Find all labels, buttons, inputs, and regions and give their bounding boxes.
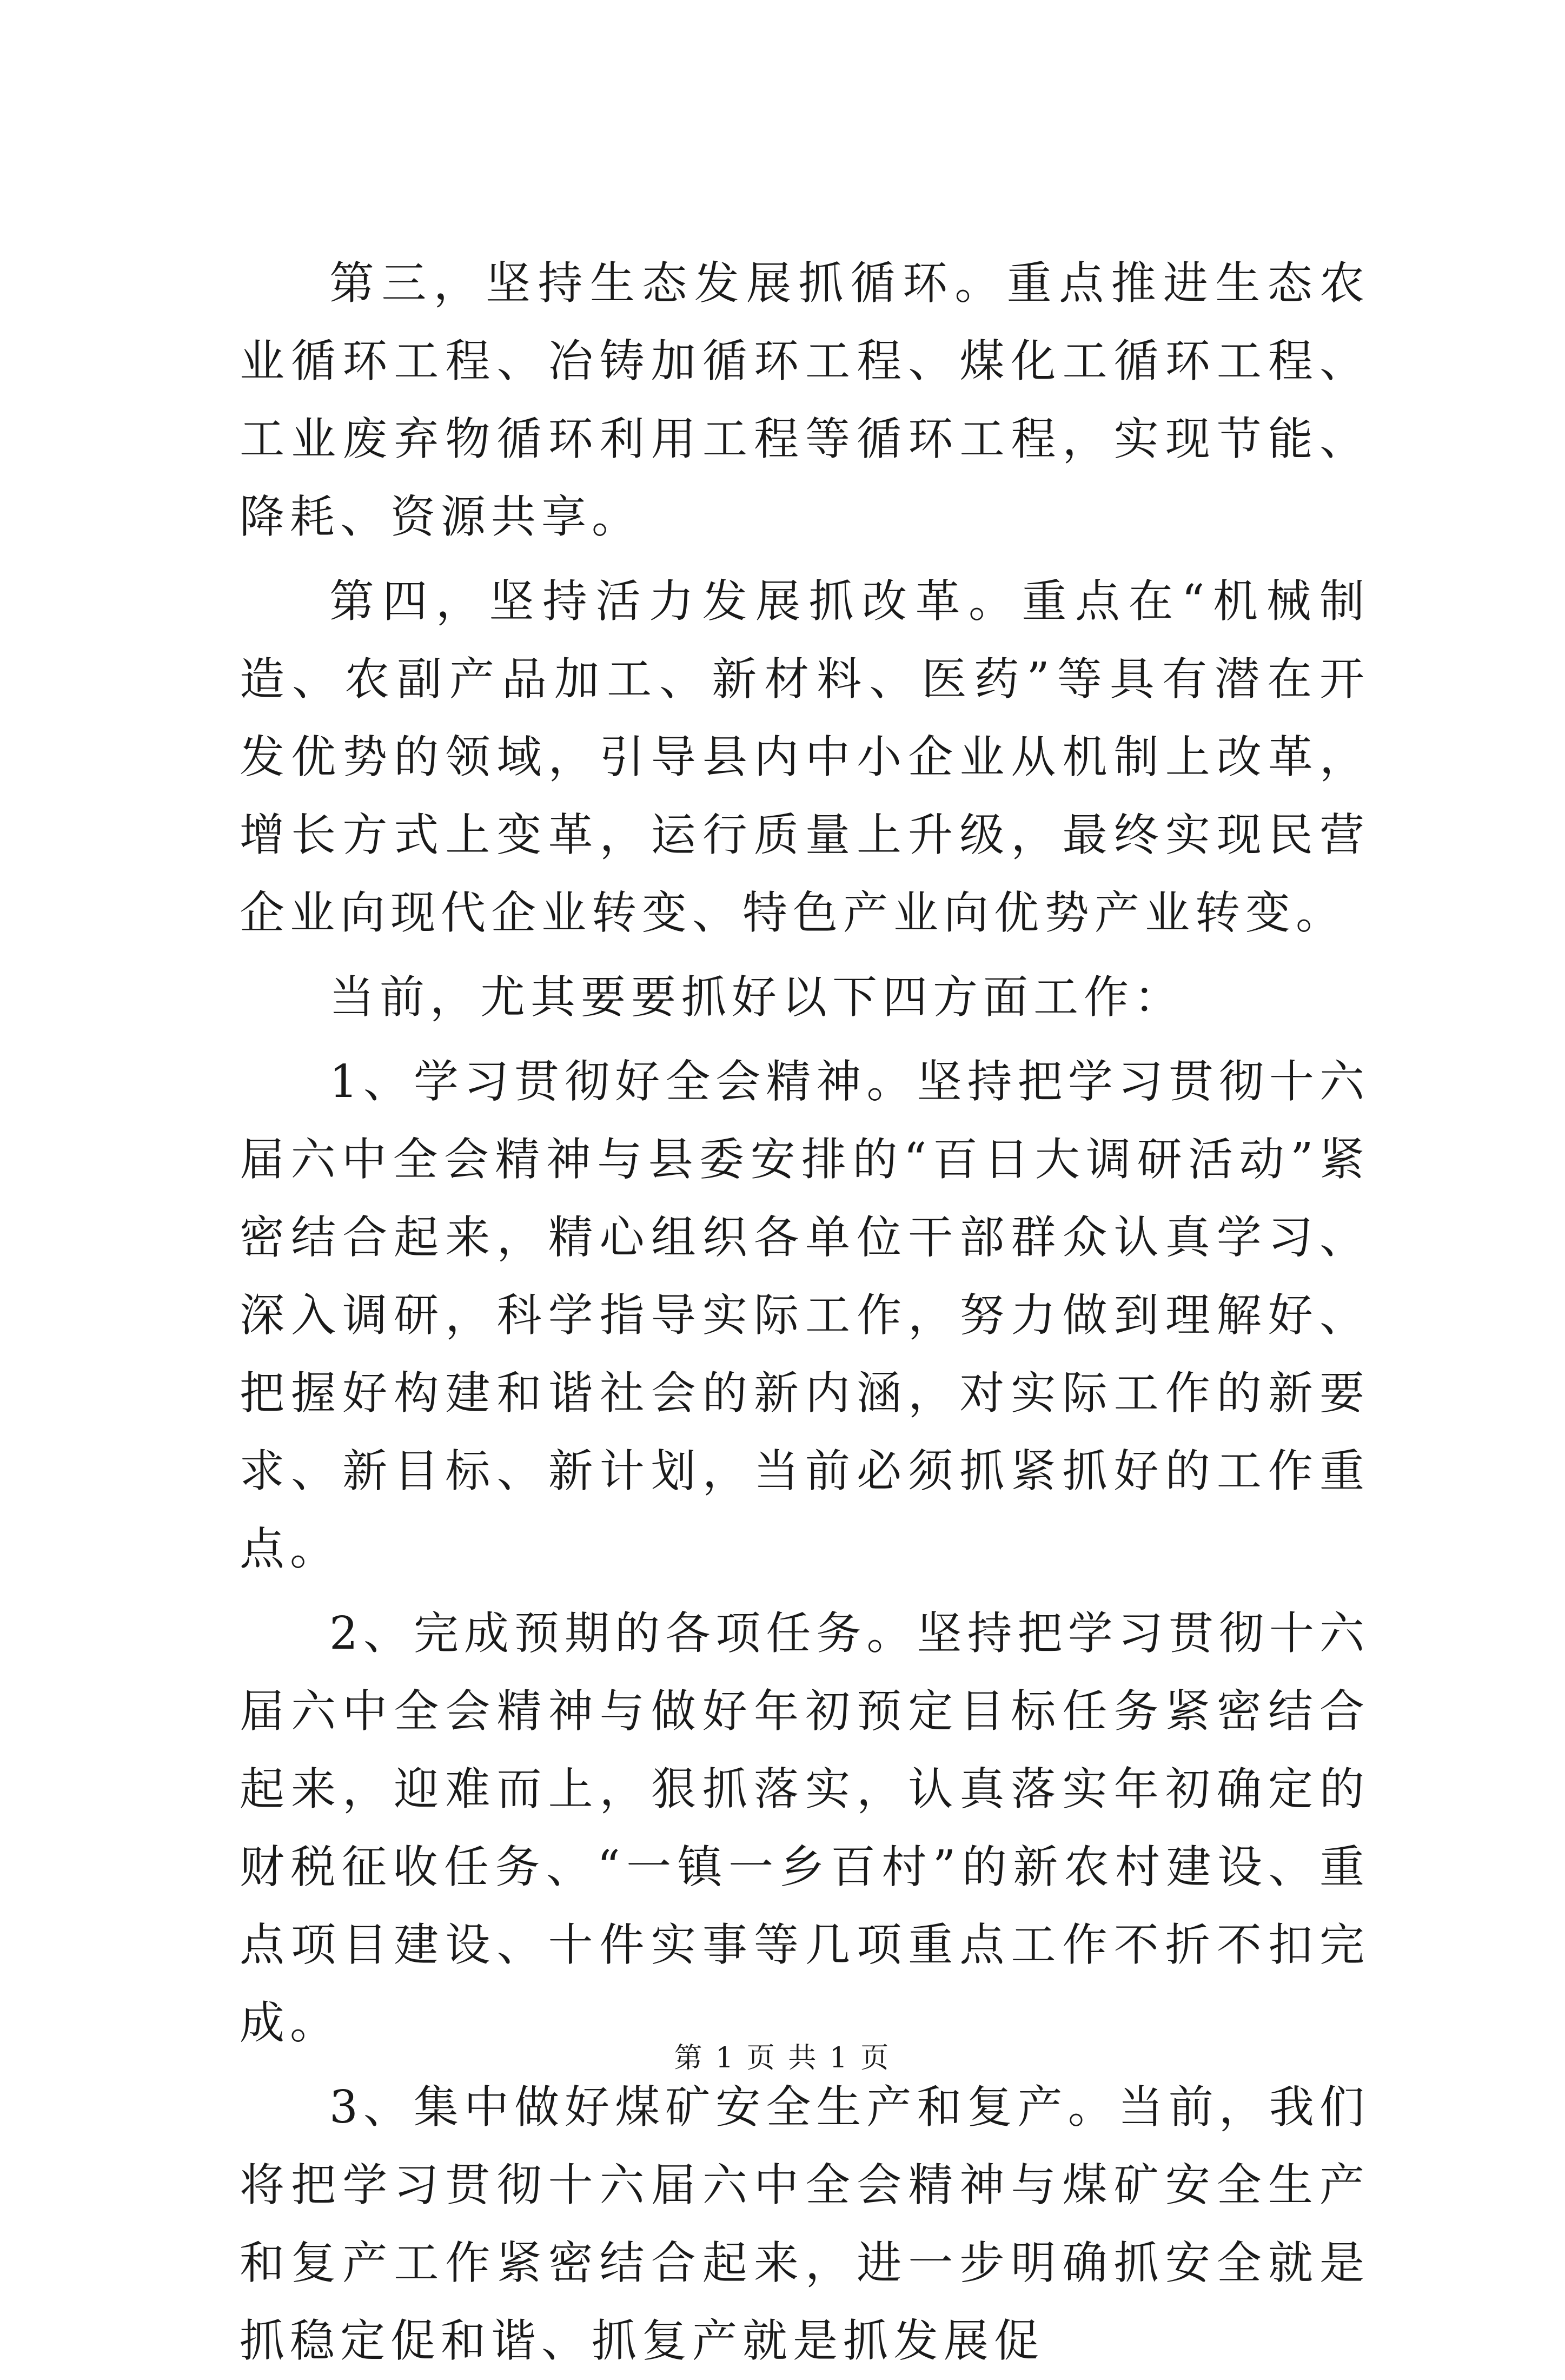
page-footer: 第 1 页 共 1 页	[674, 2042, 891, 2074]
paragraph-reform: 第四，坚持活力发展抓改革。重点在“机械制造、农副产品加工、新材料、医药”等具有潜在开发优势的领域，引导县内中小企业从机制上改革，增长方式上变革，运行质量上升级，最终实现民营企业向现代企业转变、特色产业向优势产业转变。	[240, 575, 1370, 939]
paragraph-current-tasks-intro: 当前，尤其要要抓好以下四方面工作：	[329, 971, 1184, 1023]
paragraph-item-2: 2、完成预期的各项任务。坚持把学习贯彻十六届六中全会精神与做好年初预定目标任务紧密结合起来，迎难而上，狠抓落实，认真落实年初确定的财税征收任务、“一镇一乡百村”的新农村建设、重点项目建设、十件实事等几项重点工作不折不扣完成。	[240, 1607, 1370, 2049]
paragraph-ecology: 第三，坚持生态发展抓循环。重点推进生态农业循环工程、冶铸加循环工程、煤化工循环工程、工业废弃物循环利用工程等循环工程，实现节能、降耗、资源共享。	[240, 257, 1370, 543]
paragraph-item-3: 3、集中做好煤矿安全生产和复产。当前，我们将把学习贯彻十六届六中全会精神与煤矿安全生产和复产工作紧密结合起来，进一步明确抓安全就是抓稳定促和谐、抓复产就是抓发展促	[240, 2081, 1370, 2367]
paragraph-item-1: 1、学习贯彻好全会精神。坚持把学习贯彻十六届六中全会精神与县委安排的“百日大调研活动”紧密结合起来，精心组织各单位干部群众认真学习、深入调研，科学指导实际工作，努力做到理解好、把握好构建和谐社会的新内涵，对实际工作的新要求、新目标、新计划，当前必须抓紧抓好的工作重点。	[240, 1055, 1370, 1575]
